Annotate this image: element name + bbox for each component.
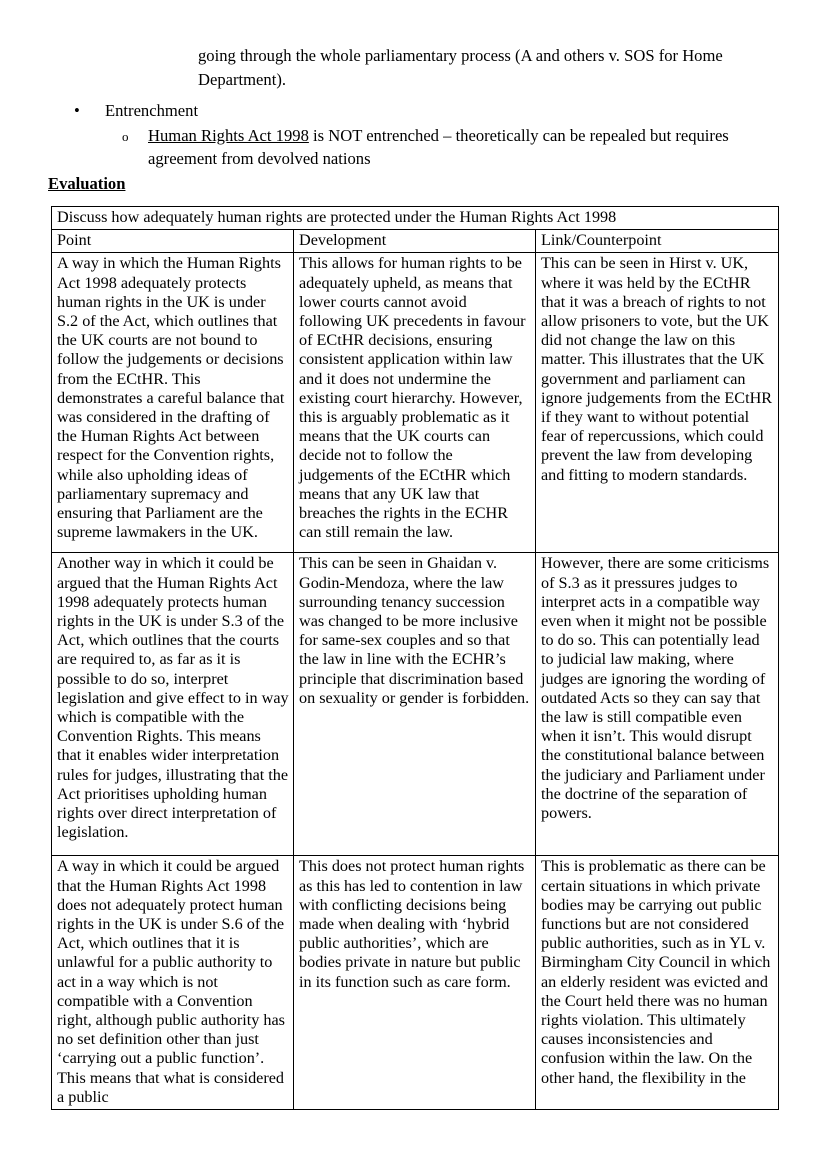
cell-link-counterpoint: However, there are some criticisms of S.3 as it pressures judges to interpret acts in a compatible way even when it might not be possible to do so. This can potentially lead to judicial law making, where judges are ignoring the wording of outdated Acts so they can say that the law is still compatible even when it isn’t. This would disrupt the constitutional balance between the judiciary and Parliament under the doctrine of the separation of powers. [536, 553, 779, 856]
column-header-development: Development [294, 230, 536, 253]
cell-link-counterpoint: This is problematic as there can be certain situations in which private bodies may be carrying out public functions but are not considered public authorities, such as in YL v. Birmingham City Council in which an elderly resident was evicted and the Court held there was no human rights violation. This ultimately causes inconsistencies and confusion within the law. On the other hand, the flexibility in the [536, 856, 779, 1110]
intro-outline-block [0, 44, 828, 171]
table-row [52, 253, 779, 553]
cell-point: Another way in which it could be argued that the Human Rights Act 1998 adequately protects human rights in the UK is under S.3 of the Act, which outlines that the courts are required to, as far as it is possible to do so, interpret legislation and give effect to in way which is compatible with the Convention Rights. This means that it enables wider interpretation rules for judges, illustrating that the Act prioritises upholding human rights over direct interpretation of legislation. [52, 553, 294, 856]
cell-link-counterpoint: This can be seen in Hirst v. UK, where it was held by the ECtHR that it was a breach of rights to not allow prisoners to vote, but the UK did not change the law on this matter. This illustrates that the UK government and parliament can ignore judgements from the ECtHR if they want to without potential fear of repercussions, which could prevent the law from developing and fitting to modern standards. [536, 253, 779, 553]
evaluation-table [51, 206, 779, 1110]
table-title: Discuss how adequately human rights are protected under the Human Rights Act 1998 [52, 207, 779, 230]
column-header-link-counterpoint: Link/Counterpoint [536, 230, 779, 253]
evaluation-table-wrapper [51, 206, 778, 1110]
hra-1998-underlined-term: Human Rights Act 1998 [148, 125, 309, 145]
bullet-circle-icon: o [122, 128, 129, 144]
continued-paragraph: going through the whole parliamentary process (A and others v. SOS for Home Department). [198, 46, 723, 89]
bullet-entrenchment [74, 99, 828, 123]
table-header-row [52, 230, 779, 253]
table-title-row [52, 207, 779, 230]
table-row [52, 856, 779, 1110]
cell-point: A way in which it could be argued that the Human Rights Act 1998 does not adequately protect human rights in the UK is under S.6 of the Act, which outlines that it is unlawful for a public authority to act in a way which is not compatible with a Convention right, although public authority has no set definition other than just ‘carrying out a public function’. This means that what is considered a public [52, 856, 294, 1110]
sub-bullet-hra-entrenchment [122, 124, 738, 171]
column-header-point: Point [52, 230, 294, 253]
table-row [52, 553, 779, 856]
cell-development: This can be seen in Ghaidan v. Godin-Mendoza, where the law surrounding tenancy succession was changed to be more inclusive for same-sex couples and so that the law in line with the ECHR’s principle that discrimination based on sexuality or gender is forbidden. [294, 553, 536, 856]
bullet-dot-icon: • [74, 101, 80, 120]
cell-development: This does not protect human rights as this has led to contention in law with conflicting decisions being made when dealing with ‘hybrid public authorities’, which are bodies private in nature but public in its function such as care form. [294, 856, 536, 1110]
cell-point: A way in which the Human Rights Act 1998 adequately protects human rights in the UK is under S.2 of the Act, which outlines that the UK courts are not bound to follow the judgements or decisions from the ECtHR. This demonstrates a careful balance that was considered in the drafting of the Human Rights Act between respect for the Convention rights, while also upholding ideas of parliamentary supremacy and ensuring that Parliament are the supreme lawmakers in the UK. [52, 253, 294, 553]
evaluation-heading: Evaluation [48, 174, 126, 193]
cell-development: This allows for human rights to be adequately upheld, as means that lower courts cannot avoid following UK precedents in favour of ECtHR decisions, ensuring consistent application within law and it does not undermine the existing court hierarchy. However, this is arguably problematic as it means that the UK courts can decide not to follow the judgements of the ECtHR which means that any UK law that breaches the rights in the ECHR can still remain the law. [294, 253, 536, 553]
sub-bullet-hra-rest: is NOT entrenched – theoretically can be repealed but requires agreement from devolved nations [148, 125, 729, 168]
bullet-entrenchment-label: Entrenchment [105, 101, 199, 120]
